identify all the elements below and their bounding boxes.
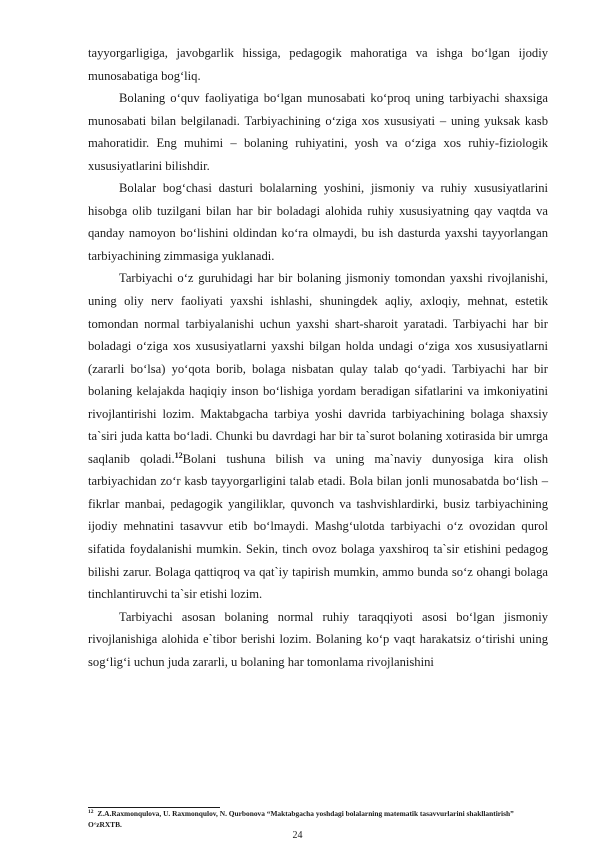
footnote-number: 12 xyxy=(88,808,94,815)
paragraph-4-part-2: Bolani tushuna bilish va uning ma`naviy dunyosiga kira olish tarbiyachidan zo‘r kasb tayyorgarligini talab etadi. Bola bilan jonli munosabatda bo‘lish – fikrlar manbai, pedagogik yangiliklar, quvonch va tashvishlardirki, busiz tarbiyachining ijodiy mehnatini tasavvur etib bo‘lmaydi. Mashg‘ulotda tarbiyachi o‘z ovozidan qurol sifatida foydalanishi mumkin. Sekin, tinch ovoz bolaga yaxshiroq ta`sir etishini pedagog bilishi zarur. Bolaga qattiqroq va qat`iy tapirish mumkin, ammo bunda so‘z ohangi bolaga tinchlantiruvchi ta`sir etishi lozim. xyxy=(88,451,548,602)
paragraph-5: Tarbiyachi asosan bolaning normal ruhiy taraqqiyoti asosi bo‘lgan jismoniy rivojlanishiga alohida e`tibor berishi lozim. Bolaning ko‘p vaqt harakatsiz o‘tirishi uning sog‘lig‘i uchun juda zararli, u bolaning har tomonlama rivojlanishini xyxy=(88,609,548,669)
body-text xyxy=(88,42,548,673)
paragraph-4 xyxy=(88,267,548,605)
footnote-reference[interactable]: 12 xyxy=(174,450,183,460)
paragraph-4-part-1: Tarbiyachi o‘z guruhidagi har bir bolaning jismoniy tomondan yaxshi rivojlanishi, uning oliy nerv faoliyati yaxshi ishlashi, shuningdek aqliy, axloqiy, mehnat, estetik tomondan normal tarbiyalanishi uchun yaxshi shart-sharoit yaratadi. Tarbiyachi har bir boladagi o‘ziga xos xususiyatlarni yaxshi bilgan holda undagi o‘ziga xos xususiyatlarni (zararli bo‘lsa) yo‘qota borib, bolaga nisbatan qulay talab qo‘yadi. Tarbiyachi har bir bolaning kelajakda haqiqiy inson bo‘lishiga yordam beradigan sifatlarini va imkoniyatini rivojlantirishi lozim. Maktabgacha tarbiya yoshi davrida tarbiyachining bolaga shaxsiy ta`siri juda katta bo‘ladi. Chunki bu davrdagi har bir ta`surot bolaning xotirasida bir umrga saqlanib qoladi. xyxy=(88,271,548,466)
footnote-text: Z.A.Raxmonqulova, U. Raxmonqulov, N. Qurbonova “Maktabgacha yoshdagi bolalarning matematik tasavvurlarini shakllantirish” O‘zRXTB. xyxy=(88,809,514,829)
page-number: 24 xyxy=(292,830,303,841)
paragraph-1: tayyorgarligiga, javobgarlik hissiga, pedagogik mahoratiga va ishga bo‘lgan ijodiy munosabatiga bog‘liq. xyxy=(88,46,548,83)
paragraph-2: Bolaning o‘quv faoliyatiga bo‘lgan munosabati ko‘proq uning tarbiyachi shaxsiga munosabati bilan belgilanadi. Tarbiyachining o‘ziga xos xususiyati – uning yuksak kasb mahoratidir. Eng muhimi – bolaning ruhiyatini, yosh va o‘ziga xos ruhiy-fiziologik xususiyatlarini bilishdir. xyxy=(88,91,548,173)
footnote-divider xyxy=(88,807,220,808)
paragraph-3: Bolalar bog‘chasi dasturi bolalarning yoshini, jismoniy va ruhiy xususiyatlarini hisobga olib tuzilgani bilan har bir boladagi alohida ruhiy xususiyatning qay vaqtda va qanday namoyon bo‘lishini oldindan ko‘ra olmaydi, bu ish dasturda yaxshi tayyorlangan tarbiyachining zimmasiga yuklanadi. xyxy=(88,181,548,263)
footnote xyxy=(88,809,548,830)
